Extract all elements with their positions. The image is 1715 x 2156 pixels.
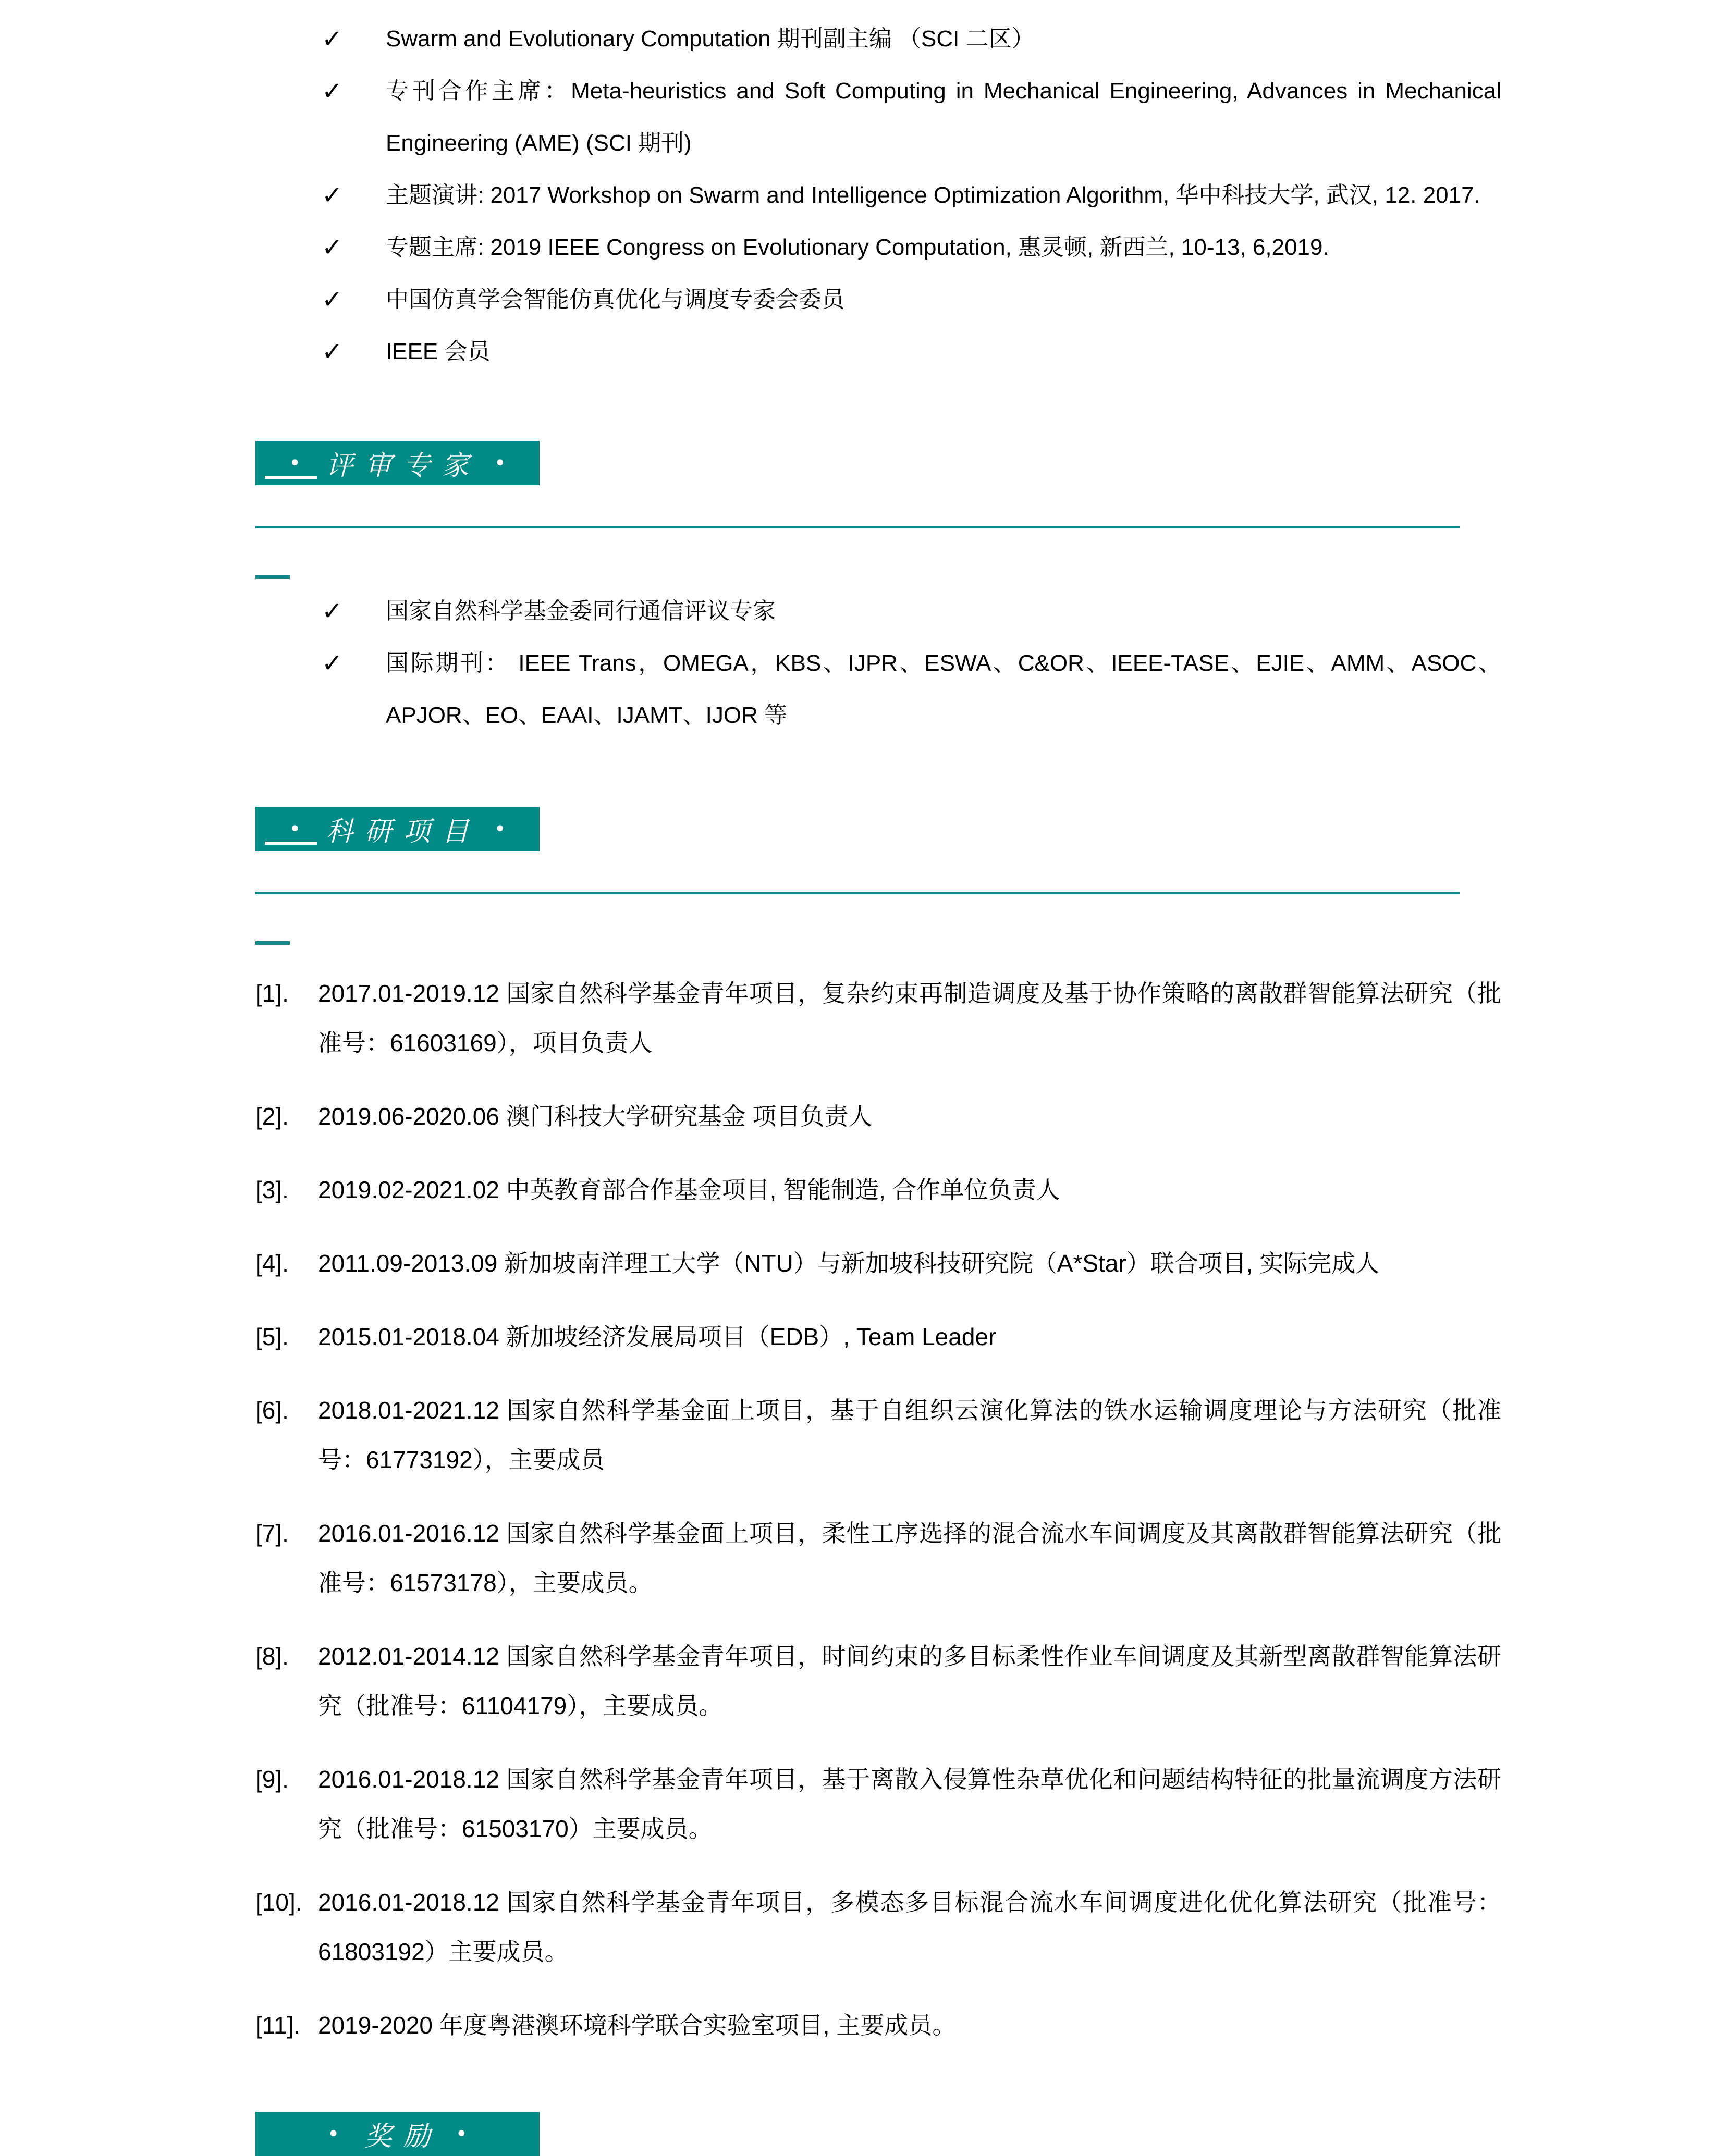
review-expert-list [255,585,1501,742]
membership-item [255,169,1501,221]
check-icon: ✓ [322,233,343,262]
badge-right-dot: • [494,817,507,841]
project-number: [2]. [255,1103,289,1130]
check-icon: ✓ [322,597,343,626]
project-text: 2016.01-2018.12 国家自然科学基金青年项目，基于离散入侵算性杂草优化和问题结构特征的批量流调度方法研究（批准号：61503170）主要成员。 [318,1766,1501,1842]
project-item [255,1632,1501,1731]
check-icon: ✓ [322,649,343,678]
project-text: 2016.01-2016.12 国家自然科学基金面上项目，柔性工序选择的混合流水车间调度及其离散群智能算法研究（批准号：61573178），主要成员。 [318,1520,1501,1596]
check-icon: ✓ [322,285,343,314]
project-text: 2017.01-2019.12 国家自然科学基金青年项目，复杂约束再制造调度及基于协作策略的离散群智能算法研究（批准号：61603169），项目负责人 [318,980,1501,1056]
membership-item-text: 专题主席: 2019 IEEE Congress on Evolutionary Computation, 惠灵顿, 新西兰, 10-13, 6,2019. [386,235,1329,260]
project-number: [6]. [255,1397,289,1424]
project-number: [11]. [255,2012,301,2039]
project-number: [5]. [255,1323,289,1350]
badge-underline-bar [265,842,317,845]
membership-item-text: Swarm and Evolutionary Computation 期刊副主编 （SCI 二区） [386,26,1035,52]
section-header-awards [255,2112,540,2156]
project-item [255,1312,1501,1362]
review-item [255,637,1501,742]
membership-item-text: IEEE 会员 [386,339,491,364]
section-divider-line [255,892,1460,894]
membership-item [255,65,1501,169]
project-item [255,1092,1501,1141]
section-header-research-projects [255,807,540,851]
check-icon: ✓ [322,181,343,210]
membership-item-text: 主题演讲: 2017 Workshop on Swarm and Intelligence Optimization Algorithm, 华中科技大学, 武汉, 12. 2017. [386,182,1480,208]
project-number: [1]. [255,980,289,1007]
badge-right-dot: • [455,2122,468,2146]
project-number: [3]. [255,1176,289,1203]
project-number: [7]. [255,1520,289,1547]
project-text: 2011.09-2013.09 新加坡南洋理工大学（NTU）与新加坡科技研究院（A*Star）联合项目, 实际完成人 [318,1250,1380,1277]
project-text: 2019-2020 年度粤港澳环境科学联合实验室项目, 主要成员。 [318,2012,957,2039]
badge-left-dot: • [288,451,301,475]
project-item [255,1165,1501,1215]
project-number: [4]. [255,1250,289,1277]
project-text: 2015.01-2018.04 新加坡经济发展局项目（EDB）, Team Leader [318,1323,997,1350]
project-item [255,2001,1501,2050]
membership-item [255,13,1501,65]
section-divider-tick [255,575,290,579]
section-header-review-experts [255,441,540,485]
membership-item [255,221,1501,274]
project-item [255,1386,1501,1485]
project-item [255,1878,1501,1977]
review-item [255,585,1501,637]
project-text: 2019.02-2021.02 中英教育部合作基金项目, 智能制造, 合作单位负责人 [318,1176,1060,1203]
badge-right-dot: • [494,451,507,475]
badge-underline-bar [265,476,317,479]
review-item-text: 国际期刊： IEEE Trans，OMEGA，KBS、IJPR、ESWA、C&OR、IEEE-TASE、EJIE、AMM、ASOC、APJOR、EO、EAAI、IJAMT、IJOR 等 [386,650,1501,728]
membership-item [255,326,1501,378]
project-text: 2012.01-2014.12 国家自然科学基金青年项目，时间约束的多目标柔性作业车间调度及其新型离散群智能算法研究（批准号：61104179），主要成员。 [318,1643,1501,1719]
membership-item-text: 专刊合作主席：Meta-heuristics and Soft Computing in Mechanical Engineering, Advances in Mechanical Engineering (AME) (SCI 期刊) [386,78,1501,156]
project-item [255,1509,1501,1608]
section-title-awards: 奖励 [364,2121,442,2152]
project-item [255,969,1501,1068]
project-text: 2016.01-2018.12 国家自然科学基金青年项目，多模态多目标混合流水车间调度进化优化算法研究（批准号：61803192）主要成员。 [318,1889,1501,1965]
section-title-review: 评审专家 [326,450,481,482]
membership-list [255,13,1501,378]
membership-item-text: 中国仿真学会智能仿真优化与调度专委会委员 [386,287,844,312]
project-number: [10]. [255,1889,302,1916]
badge-left-dot: • [288,817,301,841]
project-number: [9]. [255,1766,289,1793]
check-icon: ✓ [322,77,343,106]
project-item [255,1755,1501,1854]
section-divider-line [255,526,1460,528]
check-icon: ✓ [322,337,343,366]
project-item [255,1239,1501,1288]
project-number: [8]. [255,1643,289,1670]
check-icon: ✓ [322,24,343,54]
badge-left-dot: • [327,2122,340,2146]
review-item-text: 国家自然科学基金委同行通信评议专家 [386,598,776,624]
section-title-projects: 科研项目 [326,816,481,847]
project-text: 2019.06-2020.06 澳门科技大学研究基金 项目负责人 [318,1103,873,1130]
project-list [255,969,1501,2050]
project-text: 2018.01-2021.12 国家自然科学基金面上项目，基于自组织云演化算法的铁水运输调度理论与方法研究（批准号：61773192），主要成员 [318,1397,1501,1473]
membership-item [255,274,1501,326]
section-divider-tick [255,941,290,945]
